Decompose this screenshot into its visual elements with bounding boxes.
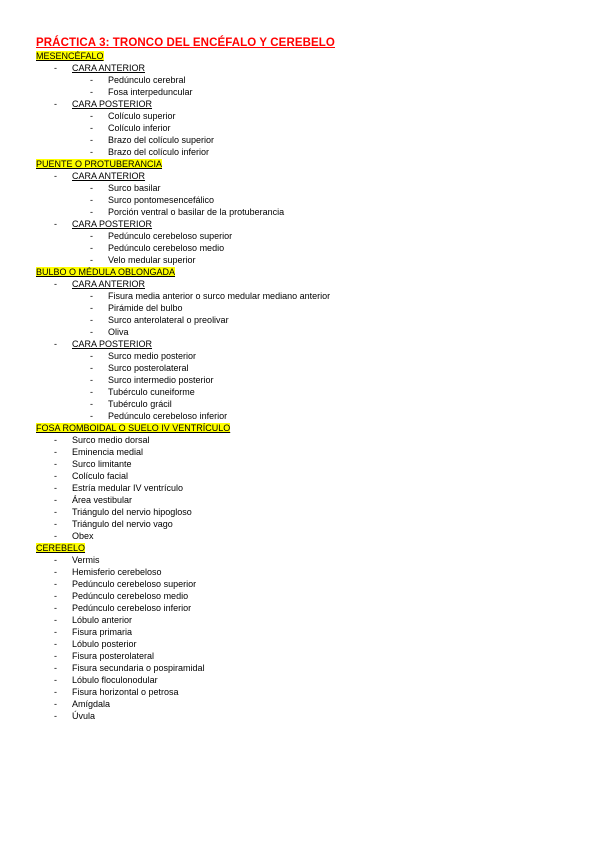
section-heading-text: PUENTE O PROTUBERANCIA: [36, 159, 163, 169]
list-item: [36, 254, 576, 266]
list-item: [36, 134, 576, 146]
list-item-text: Fisura media anterior o surco medular mediano anterior: [108, 291, 331, 301]
list-item: [36, 590, 576, 602]
list-item: [36, 122, 576, 134]
group-label: [36, 170, 576, 182]
bullet-dash: -: [90, 327, 93, 337]
list-item: [36, 362, 576, 374]
bullet-dash: -: [90, 135, 93, 145]
bullet-dash: -: [90, 111, 93, 121]
list-item-text: Área vestibular: [72, 495, 133, 505]
list-item: [36, 650, 576, 662]
list-item-text: Surco posterolateral: [108, 363, 189, 373]
list-item: [36, 314, 576, 326]
list-item: [36, 614, 576, 626]
document-content: [36, 50, 576, 722]
list-item-text: Pedúnculo cerebeloso inferior: [72, 603, 192, 613]
list-item-text: Triángulo del nervio hipogloso: [72, 507, 192, 517]
list-item-text: Vermis: [72, 555, 100, 565]
list-item: [36, 626, 576, 638]
list-item: [36, 602, 576, 614]
list-item-text: Lóbulo anterior: [72, 615, 133, 625]
section-heading-text: BULBO O MÉDULA OBLONGADA: [36, 267, 176, 277]
section-heading-text: FOSA ROMBOIDAL O SUELO IV VENTRÍCULO: [36, 423, 231, 433]
list-item: [36, 206, 576, 218]
list-item-text: Surco pontomesencefálico: [108, 195, 215, 205]
bullet-dash: -: [54, 603, 57, 613]
bullet-dash: -: [90, 411, 93, 421]
group-label: [36, 98, 576, 110]
list-item-text: Fisura primaria: [72, 627, 133, 637]
bullet-dash: -: [54, 483, 57, 493]
bullet-dash: -: [90, 183, 93, 193]
bullet-dash: -: [90, 75, 93, 85]
bullet-dash: -: [54, 639, 57, 649]
bullet-dash: -: [90, 87, 93, 97]
bullet-dash: -: [90, 147, 93, 157]
list-item: [36, 662, 576, 674]
group-label-text: CARA ANTERIOR: [72, 63, 146, 73]
list-item: [36, 638, 576, 650]
list-item-text: Tubérculo cuneiforme: [108, 387, 195, 397]
list-item: [36, 410, 576, 422]
bullet-dash: -: [90, 387, 93, 397]
list-item: [36, 578, 576, 590]
list-item: [36, 194, 576, 206]
list-item-text: Colículo superior: [108, 111, 176, 121]
list-item-text: Surco basilar: [108, 183, 161, 193]
bullet-dash: -: [54, 279, 57, 289]
list-item-text: Estría medular IV ventrículo: [72, 483, 184, 493]
bullet-dash: -: [54, 591, 57, 601]
bullet-dash: -: [54, 615, 57, 625]
list-item: [36, 698, 576, 710]
list-item-text: Pedúnculo cerebeloso superior: [108, 231, 233, 241]
bullet-dash: -: [90, 399, 93, 409]
bullet-dash: -: [54, 699, 57, 709]
list-item: [36, 470, 576, 482]
list-item: [36, 290, 576, 302]
list-item-text: Surco limitante: [72, 459, 132, 469]
list-item-text: Brazo del colículo inferior: [108, 147, 210, 157]
group-label: [36, 62, 576, 74]
bullet-dash: -: [54, 99, 57, 109]
list-item-text: Porción ventral o basilar de la protuberancia: [108, 207, 285, 217]
list-item: [36, 326, 576, 338]
bullet-dash: -: [54, 459, 57, 469]
list-item: [36, 230, 576, 242]
list-item: [36, 554, 576, 566]
list-item-text: Obex: [72, 531, 94, 541]
list-item: [36, 530, 576, 542]
bullet-dash: -: [54, 519, 57, 529]
list-item-text: Triángulo del nervio vago: [72, 519, 173, 529]
bullet-dash: -: [90, 243, 93, 253]
section-heading-text: MESENCÉFALO: [36, 51, 104, 61]
list-item: [36, 506, 576, 518]
bullet-dash: -: [90, 195, 93, 205]
list-item-text: Tubérculo grácil: [108, 399, 172, 409]
list-item: [36, 518, 576, 530]
section-heading: [36, 422, 576, 434]
bullet-dash: -: [90, 363, 93, 373]
group-label-text: CARA POSTERIOR: [72, 219, 153, 229]
bullet-dash: -: [90, 255, 93, 265]
list-item-text: Eminencia medial: [72, 447, 144, 457]
list-item: [36, 386, 576, 398]
bullet-dash: -: [54, 447, 57, 457]
bullet-dash: -: [54, 435, 57, 445]
bullet-dash: -: [54, 651, 57, 661]
list-item-text: Amígdala: [72, 699, 111, 709]
bullet-dash: -: [54, 687, 57, 697]
bullet-dash: -: [54, 495, 57, 505]
bullet-dash: -: [90, 351, 93, 361]
list-item: [36, 674, 576, 686]
list-item-text: Oliva: [108, 327, 129, 337]
list-item-text: Pedúnculo cerebral: [108, 75, 186, 85]
list-item: [36, 686, 576, 698]
list-item: [36, 146, 576, 158]
list-item-text: Hemisferio cerebeloso: [72, 567, 162, 577]
group-label-text: CARA POSTERIOR: [72, 339, 153, 349]
list-item-text: Pedúnculo cerebeloso medio: [108, 243, 225, 253]
list-item-text: Fosa interpeduncular: [108, 87, 193, 97]
list-item: [36, 446, 576, 458]
list-item-text: Lóbulo posterior: [72, 639, 137, 649]
list-item-text: Surco medio dorsal: [72, 435, 150, 445]
list-item: [36, 74, 576, 86]
document-title: PRÁCTICA 3: TRONCO DEL ENCÉFALO Y CEREBELO: [36, 37, 335, 49]
list-item-text: Lóbulo floculonodular: [72, 675, 158, 685]
document-page: [36, 36, 576, 722]
bullet-dash: -: [54, 531, 57, 541]
list-item: [36, 374, 576, 386]
section-heading: [36, 266, 576, 278]
list-item-text: Pirámide del bulbo: [108, 303, 183, 313]
list-item: [36, 458, 576, 470]
section-heading: [36, 50, 576, 62]
bullet-dash: -: [54, 219, 57, 229]
list-item-text: Brazo del colículo superior: [108, 135, 215, 145]
bullet-dash: -: [90, 123, 93, 133]
bullet-dash: -: [90, 315, 93, 325]
list-item: [36, 566, 576, 578]
list-item-text: Surco anterolateral o preolivar: [108, 315, 229, 325]
list-item-text: Fisura horizontal o petrosa: [72, 687, 179, 697]
list-item-text: Pedúnculo cerebeloso superior: [72, 579, 197, 589]
bullet-dash: -: [54, 711, 57, 721]
bullet-dash: -: [54, 567, 57, 577]
list-item: [36, 494, 576, 506]
list-item: [36, 110, 576, 122]
bullet-dash: -: [54, 171, 57, 181]
bullet-dash: -: [54, 471, 57, 481]
bullet-dash: -: [54, 555, 57, 565]
group-label-text: CARA POSTERIOR: [72, 99, 153, 109]
group-label: [36, 278, 576, 290]
section-heading: [36, 542, 576, 554]
list-item-text: Surco medio posterior: [108, 351, 197, 361]
list-item: [36, 350, 576, 362]
list-item-text: Surco intermedio posterior: [108, 375, 214, 385]
group-label: [36, 338, 576, 350]
bullet-dash: -: [90, 231, 93, 241]
group-label-text: CARA ANTERIOR: [72, 279, 146, 289]
list-item-text: Fisura secundaria o pospiramidal: [72, 663, 205, 673]
list-item-text: Pedúnculo cerebeloso medio: [72, 591, 189, 601]
section-heading: [36, 158, 576, 170]
bullet-dash: -: [54, 579, 57, 589]
list-item: [36, 86, 576, 98]
bullet-dash: -: [54, 663, 57, 673]
group-label: [36, 218, 576, 230]
bullet-dash: -: [90, 303, 93, 313]
bullet-dash: -: [54, 627, 57, 637]
bullet-dash: -: [90, 207, 93, 217]
list-item-text: Velo medular superior: [108, 255, 196, 265]
group-label-text: CARA ANTERIOR: [72, 171, 146, 181]
list-item: [36, 434, 576, 446]
bullet-dash: -: [90, 375, 93, 385]
bullet-dash: -: [90, 291, 93, 301]
list-item-text: Úvula: [72, 711, 96, 721]
bullet-dash: -: [54, 675, 57, 685]
bullet-dash: -: [54, 507, 57, 517]
bullet-dash: -: [54, 63, 57, 73]
list-item-text: Fisura posterolateral: [72, 651, 155, 661]
section-heading-text: CEREBELO: [36, 543, 86, 553]
list-item: [36, 710, 576, 722]
list-item: [36, 242, 576, 254]
list-item: [36, 398, 576, 410]
list-item-text: Pedúnculo cerebeloso inferior: [108, 411, 228, 421]
list-item-text: Colículo inferior: [108, 123, 171, 133]
bullet-dash: -: [54, 339, 57, 349]
list-item: [36, 302, 576, 314]
list-item-text: Colículo facial: [72, 471, 129, 481]
list-item: [36, 482, 576, 494]
list-item: [36, 182, 576, 194]
